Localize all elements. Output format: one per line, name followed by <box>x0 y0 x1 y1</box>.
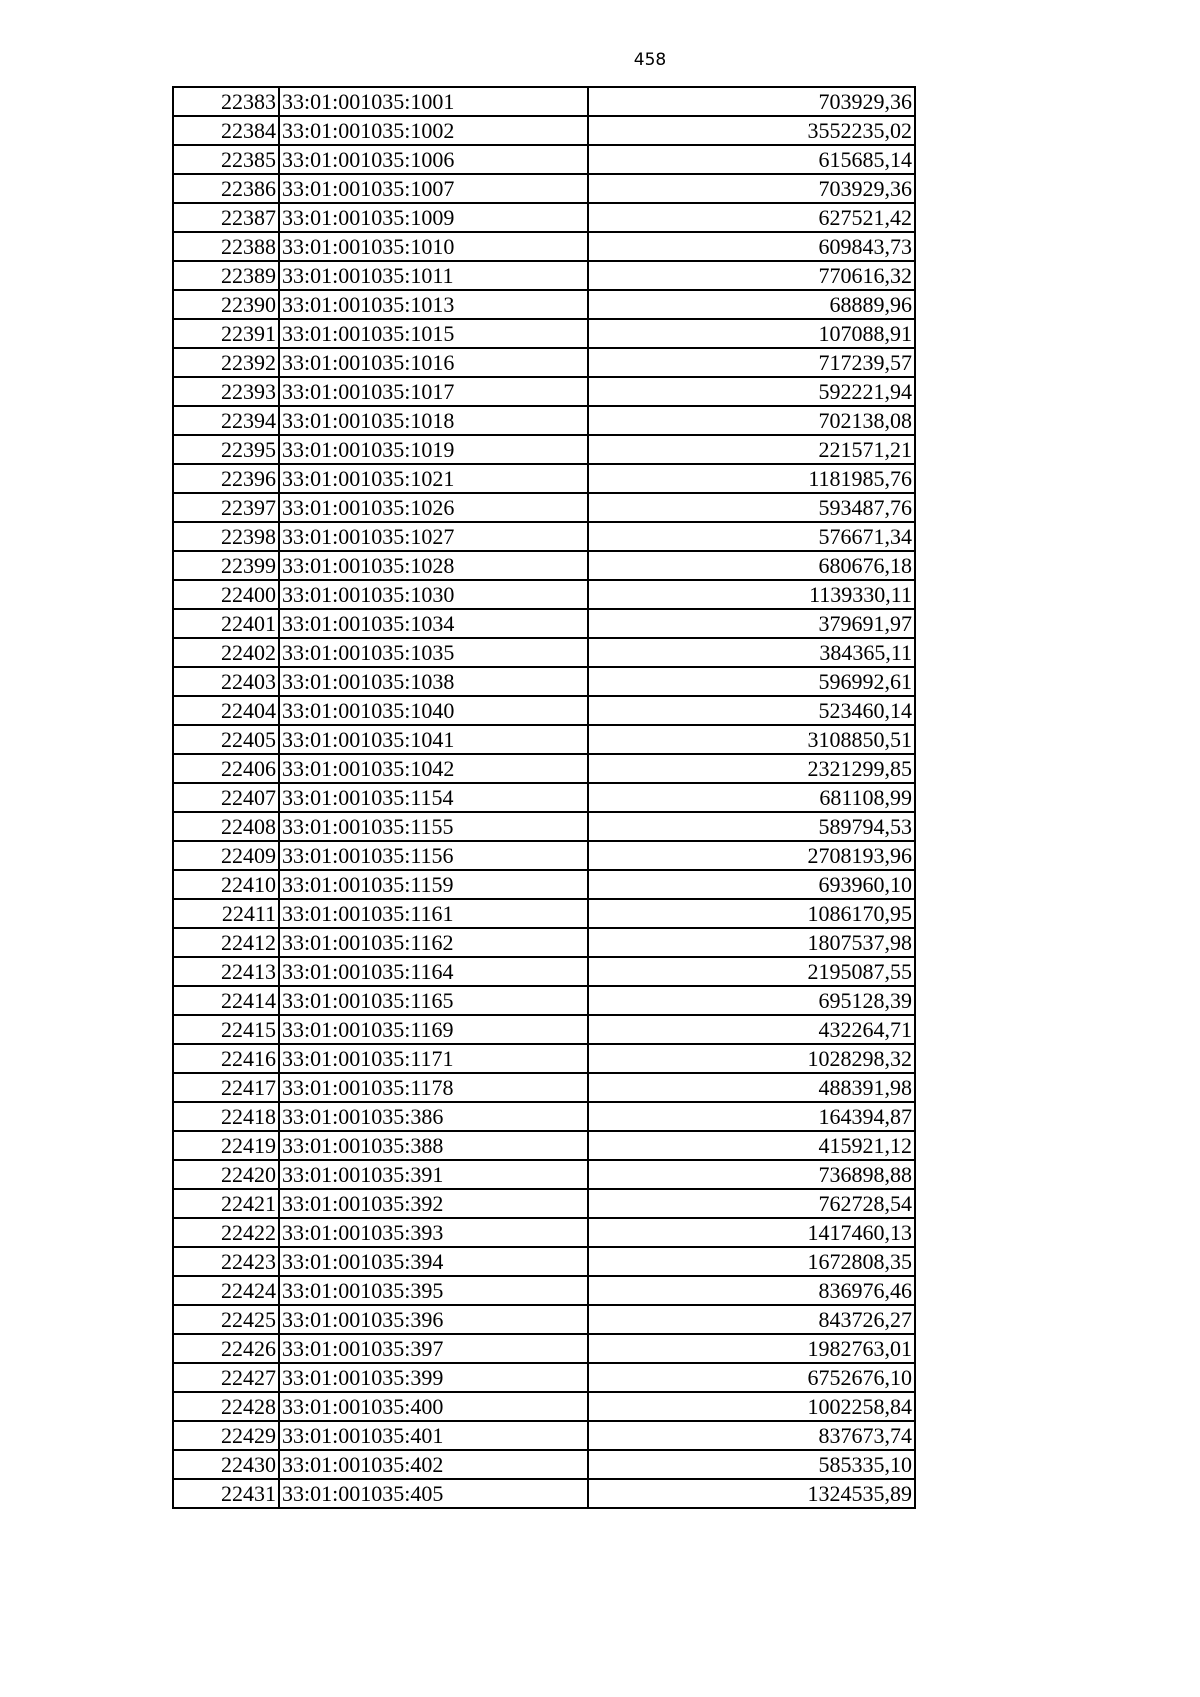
cadastral-value-cell: 1086170,95 <box>588 899 915 928</box>
table-row <box>173 1044 915 1073</box>
cadastral-number-cell: 33:01:001035:1156 <box>279 841 588 870</box>
table-row <box>173 754 915 783</box>
cadastral-value-cell: 164394,87 <box>588 1102 915 1131</box>
cadastral-number-cell: 33:01:001035:1034 <box>279 609 588 638</box>
table-row <box>173 1073 915 1102</box>
row-number-cell: 22401 <box>173 609 279 638</box>
cadastral-value-cell: 488391,98 <box>588 1073 915 1102</box>
row-number-cell: 22428 <box>173 1392 279 1421</box>
row-number-cell: 22394 <box>173 406 279 435</box>
row-number-cell: 22385 <box>173 145 279 174</box>
table-row <box>173 232 915 261</box>
table-row <box>173 899 915 928</box>
table-row <box>173 1218 915 1247</box>
cadastral-value-cell: 609843,73 <box>588 232 915 261</box>
cadastral-value-cell: 592221,94 <box>588 377 915 406</box>
row-number-cell: 22402 <box>173 638 279 667</box>
cadastral-value-cell: 615685,14 <box>588 145 915 174</box>
row-number-cell: 22383 <box>173 87 279 116</box>
cadastral-value-cell: 6752676,10 <box>588 1363 915 1392</box>
cadastral-value-cell: 693960,10 <box>588 870 915 899</box>
cadastral-number-cell: 33:01:001035:1035 <box>279 638 588 667</box>
cadastral-value-table <box>172 86 916 1509</box>
table-row <box>173 841 915 870</box>
row-number-cell: 22431 <box>173 1479 279 1508</box>
row-number-cell: 22391 <box>173 319 279 348</box>
table-row <box>173 435 915 464</box>
row-number-cell: 22399 <box>173 551 279 580</box>
cadastral-value-cell: 1982763,01 <box>588 1334 915 1363</box>
row-number-cell: 22415 <box>173 1015 279 1044</box>
row-number-cell: 22422 <box>173 1218 279 1247</box>
page-number: 458 <box>633 50 667 70</box>
cadastral-value-cell: 1028298,32 <box>588 1044 915 1073</box>
row-number-cell: 22426 <box>173 1334 279 1363</box>
cadastral-number-cell: 33:01:001035:1042 <box>279 754 588 783</box>
table-row <box>173 812 915 841</box>
table-row <box>173 522 915 551</box>
cadastral-number-cell: 33:01:001035:1161 <box>279 899 588 928</box>
cadastral-number-cell: 33:01:001035:1159 <box>279 870 588 899</box>
table-row <box>173 638 915 667</box>
table-row <box>173 290 915 319</box>
cadastral-value-cell: 523460,14 <box>588 696 915 725</box>
row-number-cell: 22404 <box>173 696 279 725</box>
cadastral-value-cell: 1181985,76 <box>588 464 915 493</box>
table-row <box>173 1421 915 1450</box>
cadastral-value-cell: 2195087,55 <box>588 957 915 986</box>
cadastral-value-cell: 589794,53 <box>588 812 915 841</box>
row-number-cell: 22409 <box>173 841 279 870</box>
row-number-cell: 22386 <box>173 174 279 203</box>
cadastral-value-cell: 836976,46 <box>588 1276 915 1305</box>
cadastral-value-cell: 432264,71 <box>588 1015 915 1044</box>
cadastral-value-cell: 68889,96 <box>588 290 915 319</box>
row-number-cell: 22406 <box>173 754 279 783</box>
row-number-cell: 22427 <box>173 1363 279 1392</box>
row-number-cell: 22413 <box>173 957 279 986</box>
table-row <box>173 1392 915 1421</box>
cadastral-value-cell: 627521,42 <box>588 203 915 232</box>
table-row <box>173 1160 915 1189</box>
table-row <box>173 957 915 986</box>
row-number-cell: 22408 <box>173 812 279 841</box>
cadastral-number-cell: 33:01:001035:392 <box>279 1189 588 1218</box>
row-number-cell: 22420 <box>173 1160 279 1189</box>
row-number-cell: 22403 <box>173 667 279 696</box>
cadastral-value-cell: 1417460,13 <box>588 1218 915 1247</box>
table-row <box>173 493 915 522</box>
cadastral-value-cell: 702138,08 <box>588 406 915 435</box>
cadastral-number-cell: 33:01:001035:395 <box>279 1276 588 1305</box>
table-row <box>173 870 915 899</box>
cadastral-number-cell: 33:01:001035:405 <box>279 1479 588 1508</box>
cadastral-number-cell: 33:01:001035:1019 <box>279 435 588 464</box>
row-number-cell: 22388 <box>173 232 279 261</box>
cadastral-value-cell: 1139330,11 <box>588 580 915 609</box>
cadastral-value-cell: 681108,99 <box>588 783 915 812</box>
table-row <box>173 406 915 435</box>
table-row <box>173 696 915 725</box>
row-number-cell: 22398 <box>173 522 279 551</box>
table-row <box>173 1015 915 1044</box>
cadastral-value-cell: 107088,91 <box>588 319 915 348</box>
cadastral-number-cell: 33:01:001035:1038 <box>279 667 588 696</box>
row-number-cell: 22389 <box>173 261 279 290</box>
table-row <box>173 609 915 638</box>
row-number-cell: 22405 <box>173 725 279 754</box>
row-number-cell: 22414 <box>173 986 279 1015</box>
cadastral-value-cell: 1324535,89 <box>588 1479 915 1508</box>
cadastral-value-cell: 576671,34 <box>588 522 915 551</box>
cadastral-number-cell: 33:01:001035:1169 <box>279 1015 588 1044</box>
cadastral-number-cell: 33:01:001035:1013 <box>279 290 588 319</box>
table-row <box>173 1363 915 1392</box>
table-row <box>173 464 915 493</box>
cadastral-number-cell: 33:01:001035:1007 <box>279 174 588 203</box>
table-row <box>173 667 915 696</box>
cadastral-number-cell: 33:01:001035:1178 <box>279 1073 588 1102</box>
cadastral-value-cell: 680676,18 <box>588 551 915 580</box>
cadastral-value-cell: 2708193,96 <box>588 841 915 870</box>
table-row <box>173 174 915 203</box>
row-number-cell: 22412 <box>173 928 279 957</box>
row-number-cell: 22397 <box>173 493 279 522</box>
table-row <box>173 203 915 232</box>
table-row <box>173 1305 915 1334</box>
row-number-cell: 22392 <box>173 348 279 377</box>
cadastral-value-cell: 762728,54 <box>588 1189 915 1218</box>
row-number-cell: 22407 <box>173 783 279 812</box>
table-row <box>173 580 915 609</box>
cadastral-number-cell: 33:01:001035:1027 <box>279 522 588 551</box>
cadastral-value-cell: 593487,76 <box>588 493 915 522</box>
cadastral-number-cell: 33:01:001035:1154 <box>279 783 588 812</box>
cadastral-value-cell: 717239,57 <box>588 348 915 377</box>
cadastral-number-cell: 33:01:001035:1041 <box>279 725 588 754</box>
table-row <box>173 986 915 1015</box>
row-number-cell: 22417 <box>173 1073 279 1102</box>
cadastral-value-cell: 384365,11 <box>588 638 915 667</box>
cadastral-number-cell: 33:01:001035:1016 <box>279 348 588 377</box>
cadastral-number-cell: 33:01:001035:1028 <box>279 551 588 580</box>
cadastral-number-cell: 33:01:001035:1015 <box>279 319 588 348</box>
cadastral-number-cell: 33:01:001035:388 <box>279 1131 588 1160</box>
row-number-cell: 22423 <box>173 1247 279 1276</box>
cadastral-number-cell: 33:01:001035:399 <box>279 1363 588 1392</box>
row-number-cell: 22387 <box>173 203 279 232</box>
cadastral-value-cell: 1672808,35 <box>588 1247 915 1276</box>
row-number-cell: 22424 <box>173 1276 279 1305</box>
table-row <box>173 319 915 348</box>
row-number-cell: 22400 <box>173 580 279 609</box>
row-number-cell: 22384 <box>173 116 279 145</box>
row-number-cell: 22425 <box>173 1305 279 1334</box>
table-row <box>173 1276 915 1305</box>
row-number-cell: 22410 <box>173 870 279 899</box>
row-number-cell: 22419 <box>173 1131 279 1160</box>
cadastral-value-cell: 736898,88 <box>588 1160 915 1189</box>
cadastral-value-cell: 2321299,85 <box>588 754 915 783</box>
table-row <box>173 1479 915 1508</box>
table-row <box>173 261 915 290</box>
cadastral-number-cell: 33:01:001035:1001 <box>279 87 588 116</box>
cadastral-value-cell: 770616,32 <box>588 261 915 290</box>
cadastral-number-cell: 33:01:001035:1017 <box>279 377 588 406</box>
table-row <box>173 145 915 174</box>
row-number-cell: 22416 <box>173 1044 279 1073</box>
cadastral-number-cell: 33:01:001035:391 <box>279 1160 588 1189</box>
cadastral-number-cell: 33:01:001035:401 <box>279 1421 588 1450</box>
cadastral-value-cell: 415921,12 <box>588 1131 915 1160</box>
table-row <box>173 1189 915 1218</box>
row-number-cell: 22411 <box>173 899 279 928</box>
cadastral-number-cell: 33:01:001035:1011 <box>279 261 588 290</box>
cadastral-value-cell: 3108850,51 <box>588 725 915 754</box>
cadastral-value-cell: 221571,21 <box>588 435 915 464</box>
cadastral-value-cell: 703929,36 <box>588 174 915 203</box>
table-row <box>173 1102 915 1131</box>
cadastral-number-cell: 33:01:001035:1155 <box>279 812 588 841</box>
cadastral-value-cell: 596992,61 <box>588 667 915 696</box>
cadastral-number-cell: 33:01:001035:396 <box>279 1305 588 1334</box>
cadastral-number-cell: 33:01:001035:1009 <box>279 203 588 232</box>
cadastral-number-cell: 33:01:001035:1164 <box>279 957 588 986</box>
cadastral-number-cell: 33:01:001035:1165 <box>279 986 588 1015</box>
cadastral-number-cell: 33:01:001035:402 <box>279 1450 588 1479</box>
row-number-cell: 22418 <box>173 1102 279 1131</box>
cadastral-number-cell: 33:01:001035:394 <box>279 1247 588 1276</box>
cadastral-number-cell: 33:01:001035:1010 <box>279 232 588 261</box>
cadastral-value-cell: 1002258,84 <box>588 1392 915 1421</box>
row-number-cell: 22390 <box>173 290 279 319</box>
cadastral-number-cell: 33:01:001035:1006 <box>279 145 588 174</box>
cadastral-number-cell: 33:01:001035:397 <box>279 1334 588 1363</box>
cadastral-value-cell: 1807537,98 <box>588 928 915 957</box>
cadastral-value-cell: 837673,74 <box>588 1421 915 1450</box>
cadastral-value-cell: 695128,39 <box>588 986 915 1015</box>
row-number-cell: 22395 <box>173 435 279 464</box>
table-row <box>173 725 915 754</box>
cadastral-number-cell: 33:01:001035:1021 <box>279 464 588 493</box>
table-row <box>173 87 915 116</box>
table-row <box>173 783 915 812</box>
table-body <box>173 87 915 1508</box>
table-row <box>173 551 915 580</box>
cadastral-number-cell: 33:01:001035:1171 <box>279 1044 588 1073</box>
cadastral-number-cell: 33:01:001035:1030 <box>279 580 588 609</box>
cadastral-number-cell: 33:01:001035:1162 <box>279 928 588 957</box>
cadastral-number-cell: 33:01:001035:1018 <box>279 406 588 435</box>
cadastral-value-cell: 379691,97 <box>588 609 915 638</box>
cadastral-number-cell: 33:01:001035:1002 <box>279 116 588 145</box>
cadastral-number-cell: 33:01:001035:1026 <box>279 493 588 522</box>
table-row <box>173 377 915 406</box>
cadastral-number-cell: 33:01:001035:400 <box>279 1392 588 1421</box>
table-row <box>173 928 915 957</box>
table-row <box>173 116 915 145</box>
table-row <box>173 1131 915 1160</box>
cadastral-value-cell: 3552235,02 <box>588 116 915 145</box>
row-number-cell: 22393 <box>173 377 279 406</box>
cadastral-value-cell: 585335,10 <box>588 1450 915 1479</box>
row-number-cell: 22421 <box>173 1189 279 1218</box>
cadastral-number-cell: 33:01:001035:1040 <box>279 696 588 725</box>
table-row <box>173 1247 915 1276</box>
table-row <box>173 1334 915 1363</box>
row-number-cell: 22396 <box>173 464 279 493</box>
table-row <box>173 1450 915 1479</box>
table-row <box>173 348 915 377</box>
row-number-cell: 22429 <box>173 1421 279 1450</box>
cadastral-value-cell: 843726,27 <box>588 1305 915 1334</box>
row-number-cell: 22430 <box>173 1450 279 1479</box>
cadastral-number-cell: 33:01:001035:393 <box>279 1218 588 1247</box>
cadastral-value-cell: 703929,36 <box>588 87 915 116</box>
cadastral-number-cell: 33:01:001035:386 <box>279 1102 588 1131</box>
